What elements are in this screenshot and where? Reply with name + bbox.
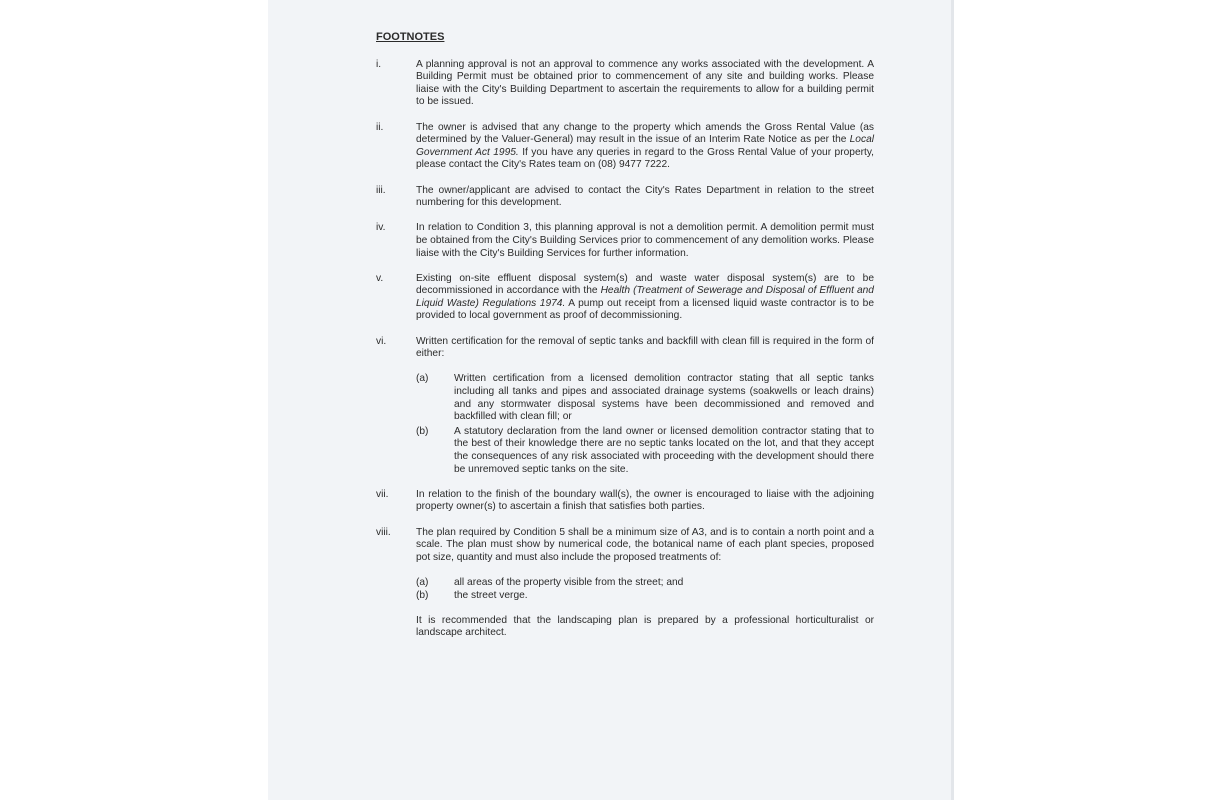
footnote-iv [376,222,874,260]
sub-item-text: all areas of the property visible from the street; and [454,576,684,588]
footnote-text: Written certification for the removal of septic tanks and backfill with clean fill is required in the form of either: [416,335,874,360]
sub-item-text: the street verge. [454,589,528,601]
footnote-ii [376,122,874,172]
sub-item-a [416,577,874,590]
footnote-number: iii. [376,184,386,196]
footnote-text-part: Existing on-site effluent disposal system(s) and waste water disposal system(s) are to be decommissioned in accordance with the [416,272,874,297]
page-edge [951,0,954,800]
recommendation-text: It is recommended that the landscaping plan is prepared by a professional horticulturalist or landscape architect. [416,614,874,639]
footnote-text: In relation to Condition 3, this planning approval is not a demolition permit. A demolition permit must be obtained from the City's Building Services prior to commencement of any demolition works. Please liaise with the City's Building Services for further information. [416,222,874,259]
footnote-vii [376,489,874,514]
footnote-number: v. [376,272,384,284]
footnote-i [376,59,874,109]
sub-item-number: (a) [416,373,429,385]
sub-item-b [416,426,874,476]
footnote-text: The plan required by Condition 5 shall be a minimum size of A3, and is to contain a north point and a scale. The plan must show by numerical code, the botanical name of each plant species, proposed pot size, quantity and must also include the proposed treatments of: [416,526,874,563]
footnotes-heading: FOOTNOTES [376,31,445,43]
sub-item-number: (b) [416,589,429,601]
sub-item-b [416,590,874,603]
footnote-text-part: If you have any queries in regard to the Gross Rental Value of your property, please contact the City's Rates team on (08) 9477 7222. [416,146,874,171]
footnote-text-part: The owner is advised that any change to the property which amends the Gross Rental Value (as determined by the Valuer-General) may result in the issue of an Interim Rate Notice as per the [416,121,874,146]
footnotes-section [376,31,874,653]
act-reference: Local Government Act 1995. [416,134,874,158]
sub-item-a [416,373,874,423]
footnote-viii [376,527,874,640]
footnote-text: A planning approval is not an approval to commence any works associated with the development. A Building Permit must be obtained prior to commencement of any site and building works. Please liaise with the City's Building Department to ascertain the requirements to allow for a building permit to be issued. [416,58,874,108]
footnote-number: ii. [376,121,384,133]
sub-item-number: (a) [416,576,429,588]
treatment-list [416,577,874,602]
regulation-reference: Health (Treatment of Sewerage and Disposal of Effluent and Liquid Waste) Regulations 1974. [416,285,874,309]
document-page [268,0,951,800]
footnote-text-part: A pump out receipt from a licensed liquid waste contractor is to be provided to local government as proof of decommissioning. [416,297,874,322]
sub-item-text: Written certification from a licensed demolition contractor stating that all septic tanks including all tanks and pipes and associated drainage systems (soakwells or leach drains) and any stormwater disposal systems have been decommissioned and removed and backfilled with clean fill; or [454,373,874,423]
footnote-iii [376,185,874,210]
footnote-v [376,273,874,323]
footnote-number: viii. [376,526,391,538]
sub-item-number: (b) [416,425,429,437]
sub-item-text: A statutory declaration from the land owner or licensed demolition contractor stating that to the best of their knowledge there are no septic tanks located on the lot, and that they accept the consequences of any risk associated with proceeding with the development should there be unremoved septic tanks on the site. [454,425,874,475]
footnote-number: vi. [376,335,387,347]
footnote-number: i. [376,58,382,70]
footnote-text [416,273,874,323]
footnote-text: In relation to the finish of the boundary wall(s), the owner is encouraged to liaise with the adjoining property owner(s) to ascertain a finish that satisfies both parties. [416,488,874,513]
footnote-number: vii. [376,488,389,500]
footnote-text: The owner/applicant are advised to contact the City's Rates Department in relation to the street numbering for this development. [416,184,874,209]
footnote-vi [376,336,874,477]
footnote-number: iv. [376,222,386,234]
footnote-text [416,122,874,172]
